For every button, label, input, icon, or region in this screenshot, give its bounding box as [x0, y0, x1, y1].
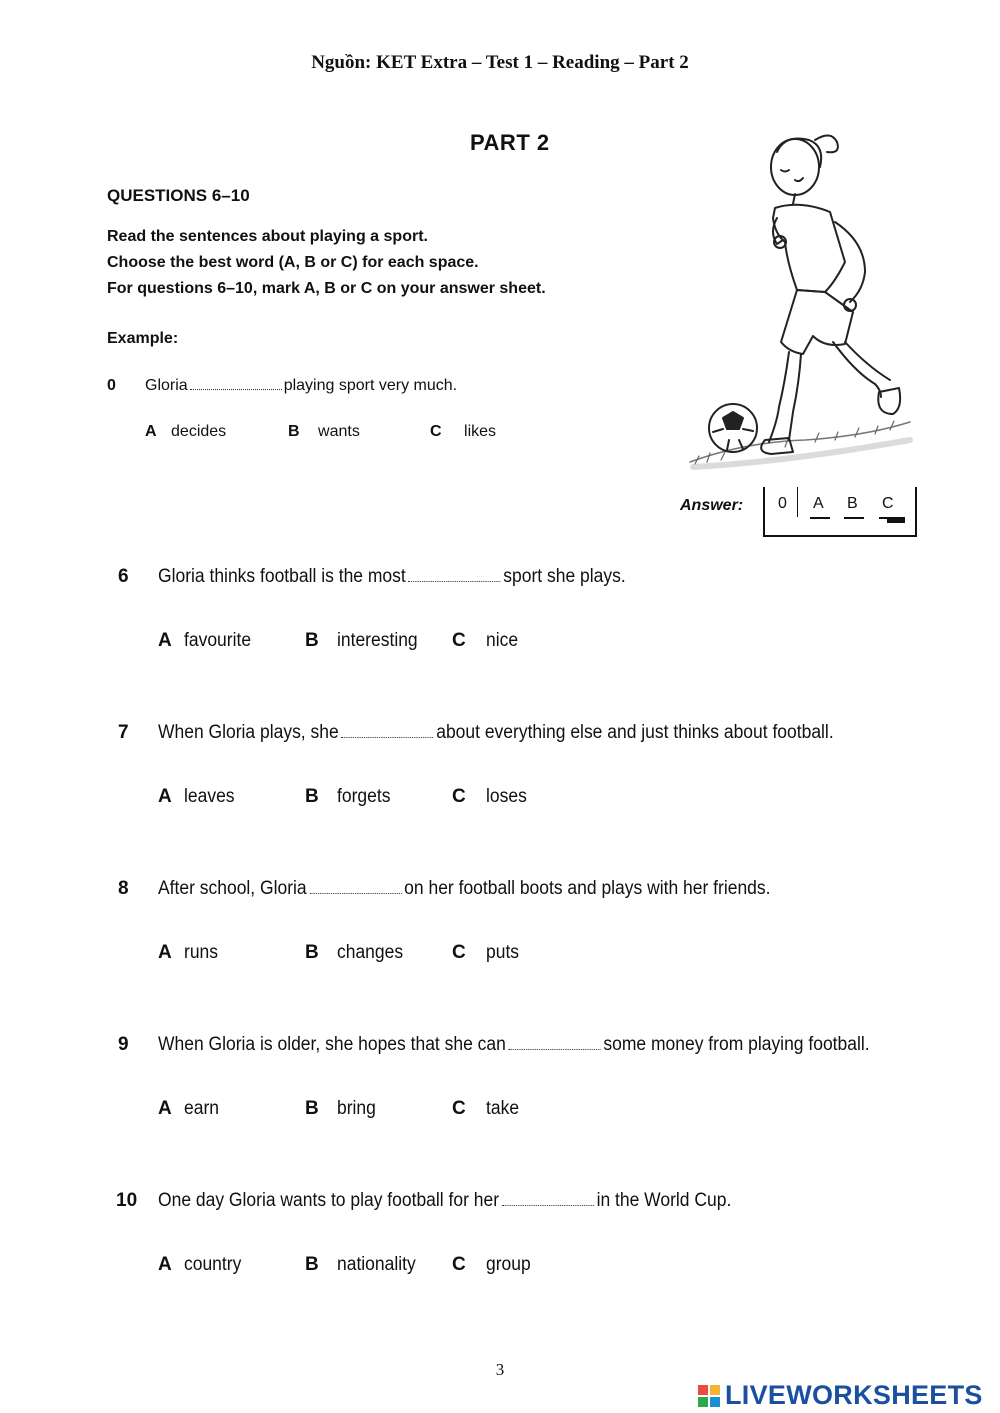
option-letter: B [288, 423, 300, 440]
option-word: loses [485, 786, 527, 807]
answer-box-mark-c [887, 517, 905, 523]
option-word: nice [485, 630, 518, 651]
answer-blank [409, 567, 501, 582]
option-letter: A [158, 1098, 172, 1119]
answer-box [763, 487, 917, 537]
question-9-stem [158, 1034, 870, 1056]
instruction-line-2: Choose the best word (A, B or C) for each space. [107, 254, 479, 271]
option-letter: C [452, 630, 466, 651]
question-7-stem [158, 722, 834, 744]
question-8-stem [158, 878, 771, 900]
example-stem-before: Gloria [145, 377, 188, 394]
example-label: Example: [107, 330, 179, 347]
option-letter: A [158, 786, 172, 807]
question-9-option-b [305, 1098, 379, 1120]
option-word: wants [318, 423, 360, 440]
option-letter: B [305, 1254, 319, 1275]
option-letter: A [158, 1254, 172, 1275]
option-letter: A [158, 942, 172, 963]
option-letter: A [158, 630, 172, 651]
liveworksheets-logo[interactable] [697, 1380, 983, 1411]
option-word: runs [183, 942, 218, 963]
option-word: take [485, 1098, 519, 1119]
stem-before: When Gloria plays, she [158, 722, 339, 743]
option-letter: A [145, 423, 157, 440]
option-letter: B [305, 1098, 319, 1119]
option-word: forgets [336, 786, 391, 807]
question-8-option-c [452, 942, 522, 964]
stem-before: Gloria thinks football is the most [158, 566, 406, 587]
question-6-option-c [452, 630, 521, 652]
option-word: leaves [183, 786, 235, 807]
question-7-option-a [158, 786, 239, 808]
option-word: favourite [183, 630, 251, 651]
question-8-option-b [305, 942, 409, 964]
answer-box-slot-b [844, 517, 864, 519]
answer-box-divider [797, 487, 798, 517]
question-7-option-c [452, 786, 530, 808]
option-word: puts [485, 942, 519, 963]
example-option-a [145, 423, 226, 441]
question-6-option-b [305, 630, 424, 652]
option-letter: B [305, 786, 319, 807]
stem-after: sport she plays. [503, 566, 626, 587]
answer-box-number: 0 [778, 495, 787, 512]
question-6-number: 6 [118, 566, 129, 587]
option-letter: C [452, 942, 466, 963]
option-word: group [485, 1254, 531, 1275]
question-10-option-c [452, 1254, 534, 1276]
option-letter: C [452, 1098, 466, 1119]
option-letter: B [305, 630, 319, 651]
question-9-option-c [452, 1098, 522, 1120]
option-word: interesting [336, 630, 418, 651]
option-word: bring [336, 1098, 376, 1119]
question-6-option-a [158, 630, 257, 652]
option-letter: B [305, 942, 319, 963]
answer-label: Answer: [680, 497, 744, 514]
question-8-option-a [158, 942, 221, 964]
example-option-b [288, 423, 360, 441]
question-9-option-a [158, 1098, 222, 1120]
answer-blank [509, 1035, 601, 1050]
question-6-stem [158, 566, 626, 588]
question-10-option-b [305, 1254, 422, 1276]
stem-before: When Gloria is older, she hopes that she can [158, 1034, 506, 1055]
example-stem-after: playing sport very much. [283, 377, 458, 394]
example-stem [145, 377, 457, 395]
option-word: nationality [336, 1254, 416, 1275]
question-7-number: 7 [118, 722, 129, 743]
source-caption: Nguồn: KET Extra – Test 1 – Reading – Part 2 [311, 52, 689, 73]
example-number: 0 [107, 377, 116, 394]
option-word: earn [183, 1098, 219, 1119]
question-7-option-b [305, 786, 395, 808]
stem-after: some money from playing football. [603, 1034, 870, 1055]
answer-blank [309, 879, 401, 894]
example-blank [190, 377, 282, 390]
logo-text: LIVEWORKSHEETS [725, 1380, 983, 1410]
answer-blank [502, 1191, 594, 1206]
questions-range-heading: QUESTIONS 6–10 [107, 186, 250, 205]
option-letter: C [452, 786, 466, 807]
stem-after: on her football boots and plays with her friends. [404, 878, 771, 899]
option-word: likes [464, 423, 497, 440]
option-word: changes [336, 942, 403, 963]
question-9-number: 9 [118, 1034, 129, 1055]
instruction-line-3: For questions 6–10, mark A, B or C on your answer sheet. [107, 280, 546, 297]
question-10-option-a [158, 1254, 246, 1276]
stem-after: in the World Cup. [596, 1190, 732, 1211]
answer-box-letter-a: A [813, 495, 824, 512]
answer-blank [341, 723, 433, 738]
option-letter: C [430, 423, 442, 440]
question-10-stem [158, 1190, 731, 1212]
option-word: decides [171, 423, 227, 440]
instruction-line-1: Read the sentences about playing a sport. [107, 228, 428, 245]
girl-playing-football-illustration [685, 122, 915, 472]
stem-before: After school, Gloria [158, 878, 307, 899]
option-word: country [183, 1254, 242, 1275]
question-8-number: 8 [118, 878, 129, 899]
option-letter: C [452, 1254, 466, 1275]
answer-box-letter-b: B [847, 495, 858, 512]
part-title: PART 2 [470, 130, 550, 155]
page-number: 3 [495, 1360, 505, 1379]
liveworksheets-logo-icon [697, 1384, 723, 1408]
example-option-c [430, 423, 496, 441]
answer-box-slot-a [810, 517, 830, 519]
stem-after: about everything else and just thinks about football. [436, 722, 834, 743]
stem-before: One day Gloria wants to play football for her [158, 1190, 500, 1211]
answer-box-letter-c: C [882, 495, 894, 512]
question-10-number: 10 [116, 1190, 138, 1211]
